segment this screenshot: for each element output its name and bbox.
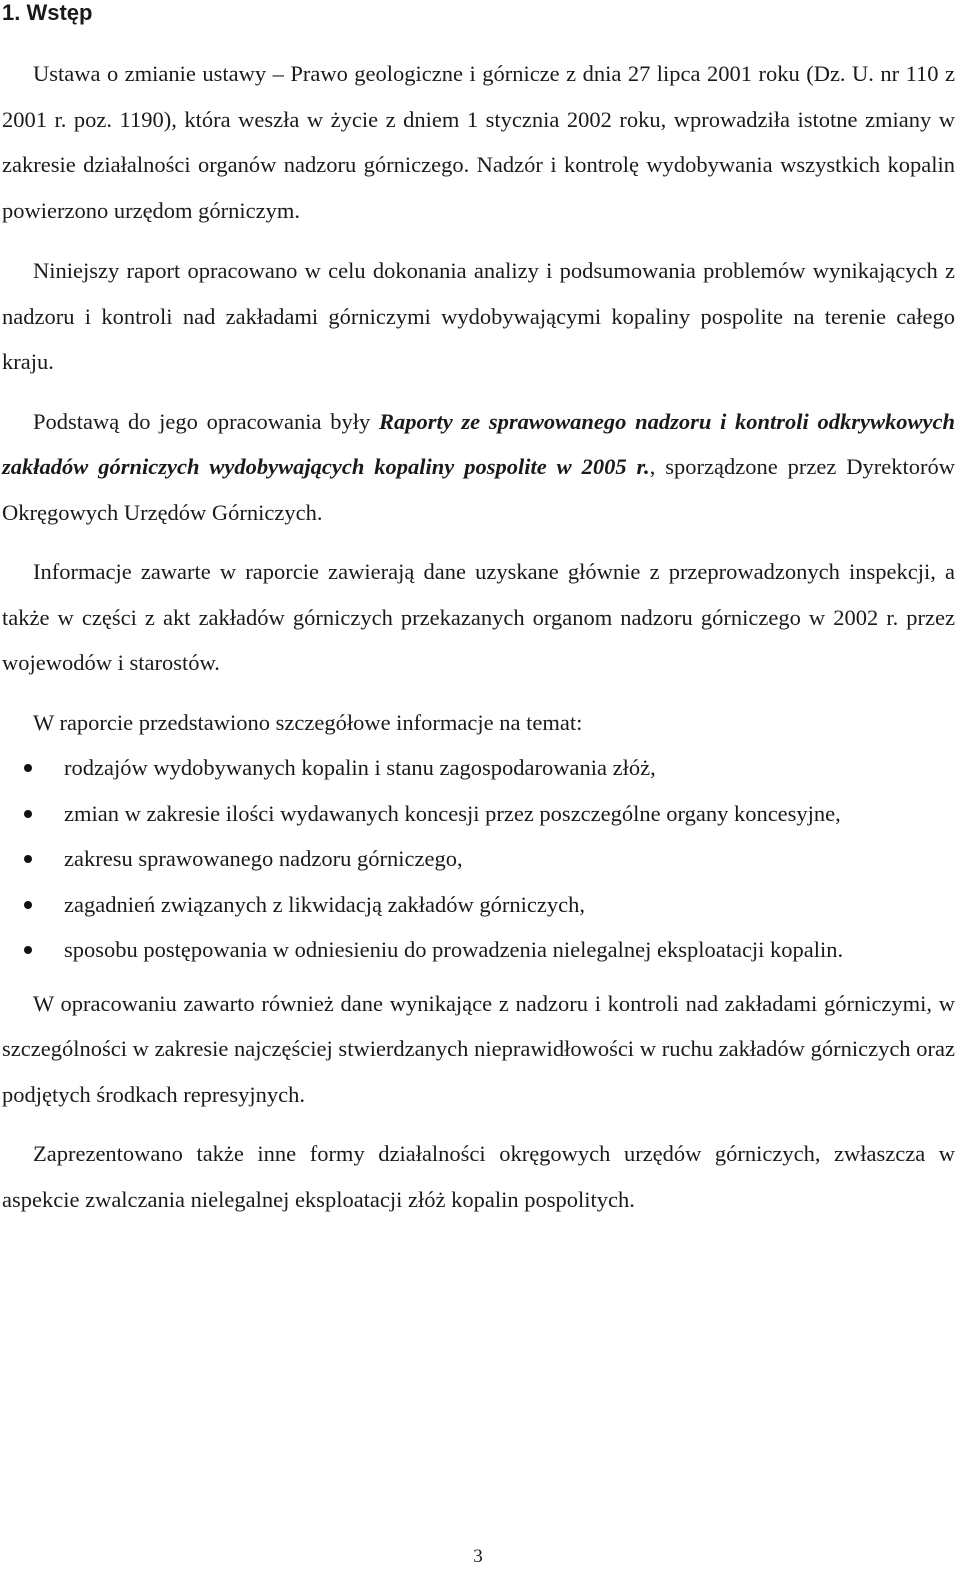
bullet-icon <box>24 810 32 818</box>
intro-paragraph: Ustawa o zmianie ustawy – Prawo geologiczne i górnicze z dnia 27 lipca 2001 roku (Dz. U. nr 110 z 2001 r. poz. 1190), która weszła w życie z dniem 1 stycznia 2002 roku, wprowadziła istotne zmiany w zakresie działalności organów nadzoru górniczego. Nadzór i kontrolę wydobywania wszystkich kopalin powierzono urzędom górniczym. <box>2 61 955 223</box>
list-item-text: zakresu sprawowanego nadzoru górniczego, <box>64 846 463 871</box>
list-item-text: rodzajów wydobywanych kopalin i stanu zagospodarowania złóż, <box>64 755 656 780</box>
document-page <box>2 0 955 1222</box>
list-item-text: sposobu postępowania w odniesieniu do prowadzenia nielegalnej eksploatacji kopalin. <box>64 937 844 962</box>
section-heading: 1. Wstęp <box>2 0 93 25</box>
purpose-paragraph: Niniejszy raport opracowano w celu dokonania analizy i podsumowania problemów wynikających z nadzoru i kontroli nad zakładami górniczymi wydobywającymi kopaliny pospolite na terenie całego kraju. <box>2 258 955 374</box>
topics-intro-paragraph: W raporcie przedstawiono szczegółowe informacje na temat: <box>33 709 583 735</box>
basis-text-before: Podstawą do jego opracowania były <box>33 408 379 434</box>
basis-paragraph <box>2 399 955 536</box>
list-item <box>2 753 955 782</box>
page-number: 3 <box>473 1546 483 1567</box>
bullet-icon <box>24 855 32 863</box>
list-item <box>2 935 955 964</box>
topics-list <box>2 753 955 964</box>
basis-text-after: , sporządzone przez Dyrektorów Okręgowych Urzędów Górniczych. <box>2 454 955 525</box>
bullet-icon <box>24 946 32 954</box>
list-item <box>2 844 955 873</box>
activities-paragraph: Zaprezentowano także inne formy działalności okręgowych urzędów górniczych, zwłaszcza w aspekcie zwalczania nielegalnej eksploatacji złóż kopalin pospolitych. <box>2 1141 955 1212</box>
list-item <box>2 890 955 919</box>
bullet-icon <box>24 764 32 772</box>
list-item-text: zmian w zakresie ilości wydawanych koncesji przez poszczególne organy koncesyjne, <box>64 800 841 826</box>
supervision-paragraph: W opracowaniu zawarto również dane wynikające z nadzoru i kontroli nad zakładami górniczymi, w szczególności w zakresie najczęściej stwierdzanych nieprawidłowości w ruchu zakładów górniczych oraz podjętych środkach represyjnych. <box>2 990 955 1107</box>
list-item <box>2 799 955 828</box>
report-title: Raporty ze sprawowanego nadzoru i kontroli odkrywkowych zakładów górniczych wydobywających kopaliny pospolite w 2005 r. <box>2 408 956 479</box>
list-item-text: zagadnień związanych z likwidacją zakładów górniczych, <box>64 891 585 917</box>
bullet-icon <box>24 901 32 909</box>
information-paragraph: Informacje zawarte w raporcie zawierają dane uzyskane głównie z przeprowadzonych inspekcji, a także w części z akt zakładów górniczych przekazanych organom nadzoru górniczego w 2002 r. przez wojewodów i starostów. <box>2 559 955 675</box>
